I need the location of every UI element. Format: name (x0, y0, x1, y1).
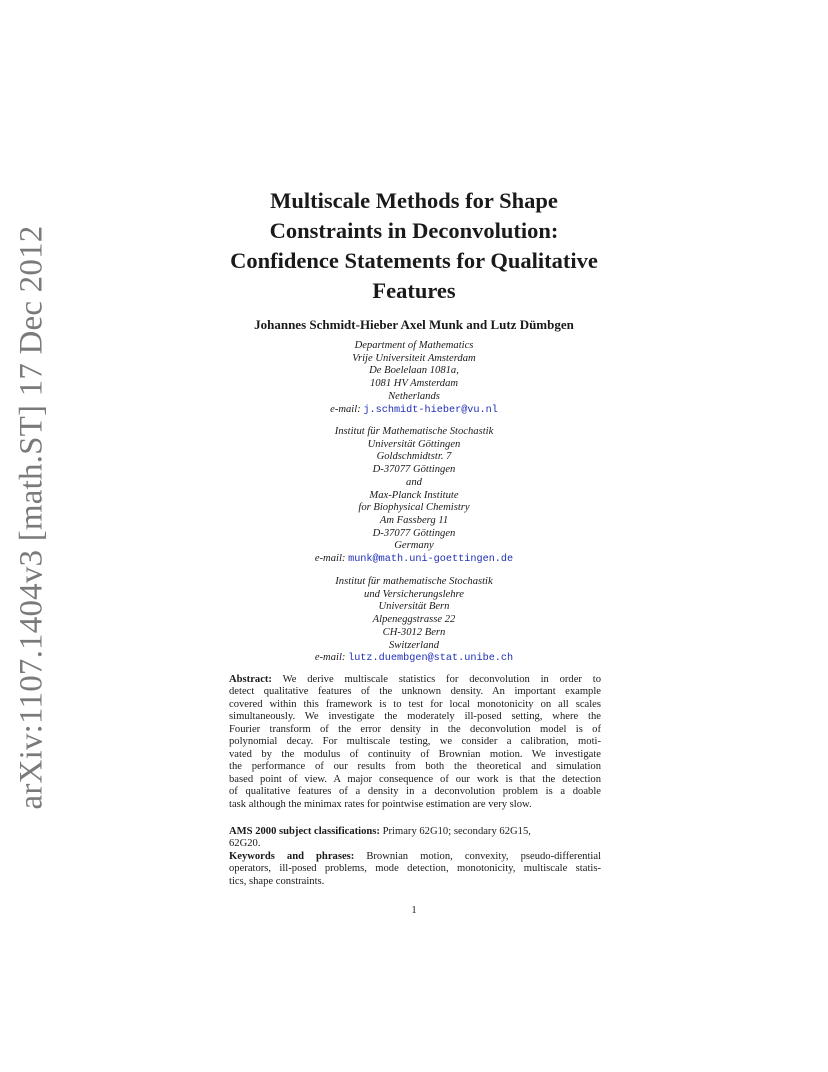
affiliation-line: for Biophysical Chemistry (358, 502, 470, 514)
keywords (229, 851, 601, 863)
affiliation-line: CH-3012 Bern (382, 626, 446, 638)
affiliation-bern (170, 576, 658, 666)
abstract-line: of qualitative features of a density in a deconvolution problem is a doable (229, 786, 601, 798)
abstract-label: Abstract: (229, 674, 272, 685)
email-line (170, 553, 658, 567)
abstract-line: vated by the modulus of continuity of Brownian motion. We investigate (229, 748, 601, 760)
ams-classification-line: 62G20. (229, 838, 261, 850)
abstract-line: polynomial decay. For multiscale testing, we consider a calibration, moti- (229, 736, 601, 748)
abstract-line: covered within this framework is to test for local monotonicity on all scales (229, 698, 601, 710)
affiliation-vu-amsterdam (170, 340, 658, 417)
affiliation-line: Germany (394, 540, 434, 552)
affiliation-line: D-37077 Göttingen (372, 527, 456, 539)
affiliation-line: Universität Bern (378, 601, 450, 613)
email-link[interactable]: lutz.duembgen@stat.unibe.ch (348, 653, 514, 665)
abstract-line: based point of view. A major consequence of our work is that the detection (229, 773, 601, 785)
affiliation-line: Department of Mathematics (354, 340, 474, 351)
email-line (170, 404, 658, 418)
abstract-line: simultaneously. We investigate the moderately ill-posed setting, where the (229, 711, 601, 723)
abstract-line: Fourier transform of the error density in the deconvolution model is of (229, 723, 601, 735)
affiliation-line: Institut für Mathematische Stochastik (334, 426, 494, 437)
email-label: e-mail: (330, 403, 361, 415)
affiliation-line: 1081 HV Amsterdam (369, 378, 459, 390)
abstract-line: the performance of our results from both the theoretical and simulation (229, 761, 601, 773)
title-line: Features (372, 278, 456, 303)
page-number: 1 (411, 905, 417, 916)
affiliation-line: und Versicherungslehre (364, 588, 464, 600)
classifications (229, 826, 601, 888)
abstract-line (229, 674, 601, 686)
title-line: Confidence Statements for Qualitative (230, 248, 598, 273)
abstract-line: task although the minimax rates for pointwise estimation are very slow. (229, 798, 532, 810)
keywords-label: Keywords and phrases: (229, 850, 355, 862)
arxiv-sidebar-stamp (2, 225, 62, 809)
email-line (170, 652, 658, 666)
affiliation-line: and (406, 476, 422, 488)
email-link[interactable]: j.schmidt-hieber@vu.nl (363, 404, 498, 416)
affiliation-line: Alpeneggstrasse 22 (372, 614, 456, 626)
affiliation-line: Netherlands (388, 390, 440, 402)
ams-classification (229, 826, 601, 838)
ams-label: AMS 2000 subject classifications: (229, 826, 380, 837)
ams-text: Primary 62G10; secondary 62G15, (382, 826, 531, 837)
affiliation-line: Am Fassberg 11 (379, 514, 449, 526)
affiliation-line: De Boelelaan 1081a, (369, 365, 459, 377)
affiliation-line: Max-Planck Institute (369, 489, 459, 501)
title-line: Constraints in Deconvolution: (269, 218, 559, 243)
keywords-line: tics, shape constraints. (229, 875, 325, 887)
affiliation-goettingen (170, 426, 658, 567)
abstract-line: detect qualitative features of the unknown density. An important example (229, 686, 601, 698)
author-list: Johannes Schmidt-Hieber Axel Munk and Lutz Dümbgen (254, 317, 574, 332)
affiliation-line: Vrije Universiteit Amsterdam (352, 352, 476, 364)
keywords-line: operators, ill-posed problems, mode detection, monotonicity, multiscale statis- (229, 863, 601, 875)
affiliation-line: D-37077 Göttingen (372, 464, 456, 476)
abstract-text: We derive multiscale statistics for deconvolution in order to (282, 674, 601, 685)
paper-title (170, 186, 658, 306)
keywords-text: Brownian motion, convexity, pseudo-differential (366, 850, 601, 862)
arxiv-identifier: arXiv:1107.1404v3 [math.ST] 17 Dec 2012 (13, 225, 50, 809)
email-label: e-mail: (314, 652, 346, 664)
affiliation-line: Universität Göttingen (367, 438, 461, 450)
abstract (229, 674, 601, 811)
affiliation-line: Switzerland (388, 639, 440, 651)
affiliation-line: Goldschmidtstr. 7 (376, 451, 452, 463)
email-label: e-mail: (314, 553, 346, 565)
affiliation-line: Institut für mathematische Stochastik (335, 576, 493, 587)
email-link[interactable]: munk@math.uni-goettingen.de (348, 554, 514, 566)
title-line: Multiscale Methods for Shape (270, 188, 558, 213)
